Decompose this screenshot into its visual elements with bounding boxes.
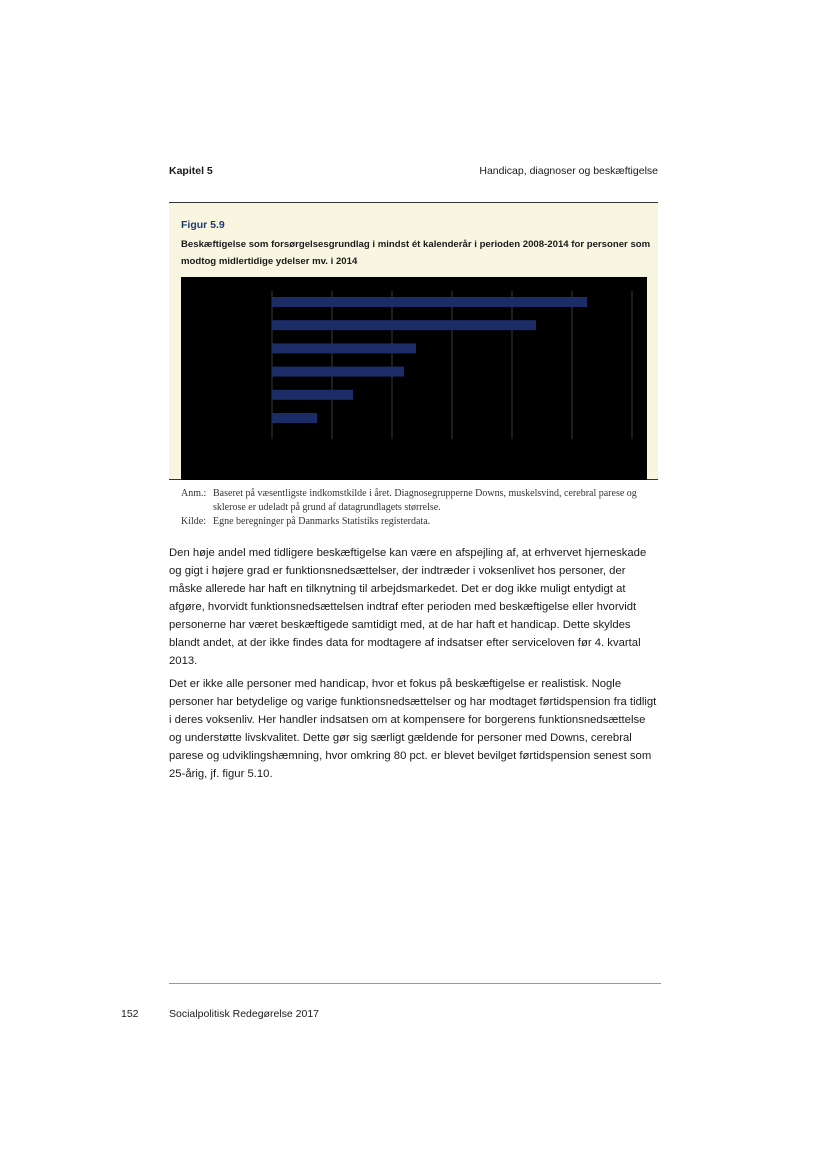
chart-background [181, 277, 647, 480]
page-number: 152 [121, 1008, 139, 1020]
paragraph-text: Det er ikke alle personer med handicap, hvor et fokus på beskæftigelse er realistisk. Nogle personer har betydelige og varige funktionsnedsættelser og har modtaget førtidspension fra tidligt i deres voksenliv. Her handler indsatsen om at kompensere for borgerens funktionsnedsættelse og understøtte livskvalitet. Dette gør sig særligt gældende for personer med Downs, cerebral parese og udviklingshæmning, hvor omkring 80 pct. er blevet bevilget førtidspension senest som 25-årig, jf. figur 5.10. [169, 678, 657, 780]
figure-box [169, 202, 658, 480]
bar-chart [181, 277, 647, 480]
bar-5 [272, 413, 317, 423]
note-anm [181, 487, 651, 515]
chapter-label: Kapitel 5 [169, 165, 213, 177]
publication-title: Socialpolitisk Redegørelse 2017 [169, 1008, 319, 1020]
footer-divider [169, 983, 661, 984]
section-title: Handicap, diagnoser og beskæftigelse [479, 165, 658, 177]
bar-2 [272, 343, 416, 353]
body-paragraph-2 [169, 675, 661, 783]
figure-title: Beskæftigelse som forsørgelsesgrundlag i mindst ét kalenderår i perioden 2008-2014 for personer som modtog midlertidige ydelser mv. i 2014 [181, 239, 651, 267]
figure-notes [181, 487, 651, 529]
note-anm-text: Baseret på væsentligste indkomstkilde i året. Diagnosegrupperne Downs, muskelsvind, cerebral parese og sklerose er udeladt på grund af datagrundlagets størrelse. [213, 488, 637, 513]
bar-1 [272, 320, 536, 330]
paragraph-text: Den høje andel med tidligere beskæftigelse kan være en afspejling af, at erhvervet hjerneskade og gigt i højere grad er funktionsnedsættelser, der indtræder i voksenlivet hos personer, der måske allerede har haft en tilknytning til arbejdsmarkedet. Det er dog ikke muligt entydigt at afgøre, hvorvidt funktionsnedsættelsen indtraf efter perioden med beskæftigelse eller hvorvidt personerne har været beskæftigede samtidigt med, at de har haft et handicap. Dette skyldes blandt andet, at der ikke findes data for modtagere af indsatser efter serviceloven før 4. kvartal 2013. [169, 547, 647, 667]
bar-0 [272, 297, 587, 307]
bar-4 [272, 390, 353, 400]
figure-label: Figur 5.9 [181, 219, 225, 231]
note-anm-key: Anm.: [181, 488, 207, 499]
note-kilde-key: Kilde: [181, 516, 206, 527]
bar-3 [272, 367, 404, 377]
note-kilde [181, 515, 651, 529]
body-paragraph-1 [169, 544, 661, 670]
note-kilde-text: Egne beregninger på Danmarks Statistiks registerdata. [213, 516, 431, 527]
